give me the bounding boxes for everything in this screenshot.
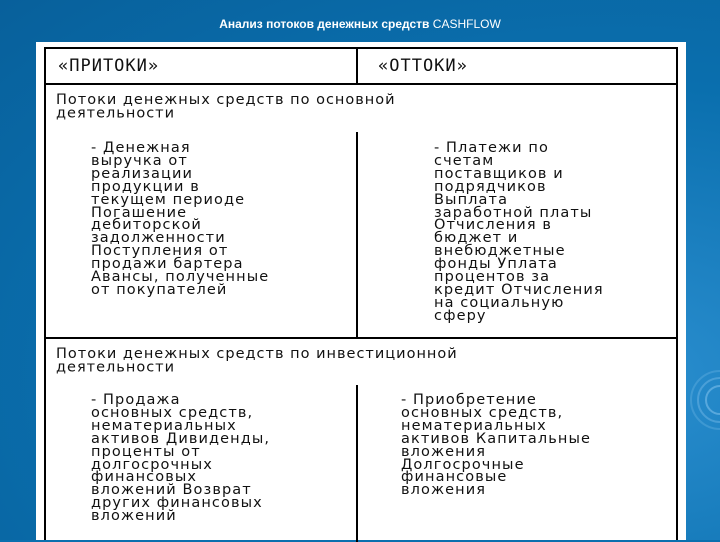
- list-item: сферу: [434, 307, 487, 324]
- list-item: дебиторской: [91, 217, 202, 234]
- document-sheet: [36, 42, 686, 540]
- list-item: выручка от: [91, 152, 188, 169]
- section-operating-outflows: [434, 142, 674, 323]
- list-item: финансовых: [91, 469, 198, 486]
- list-item: Поступления от: [91, 243, 229, 260]
- list-item: продажи бартера: [91, 256, 244, 273]
- list-item: от покупателей: [91, 281, 228, 298]
- header-inflows: «ПРИТОКИ»: [58, 56, 160, 76]
- cashflow-table: [44, 47, 678, 540]
- list-item: нематериальных: [401, 417, 547, 434]
- list-item: фонды Уплата: [434, 256, 558, 273]
- section-investing-title: [46, 342, 676, 380]
- section-investing-inflows: [91, 394, 351, 523]
- list-item: - Приобретение: [401, 392, 537, 408]
- list-item: кредит Отчисления: [434, 281, 604, 298]
- list-item: бюджет и: [434, 230, 519, 247]
- list-item: - Продажа: [91, 392, 181, 408]
- list-item: счетам: [434, 152, 495, 169]
- header-bottom-rule: [46, 83, 676, 85]
- list-item: - Денежная: [91, 140, 191, 156]
- section-operating-inflows: [91, 142, 351, 297]
- list-item: поставщиков и: [434, 165, 564, 182]
- list-item: проценты от: [91, 443, 201, 460]
- list-item: задолженности: [91, 230, 226, 247]
- list-item: финансовые: [401, 469, 508, 486]
- section-investing-title-line1: Потоки денежных средств по инвестиционной: [56, 346, 458, 362]
- section-investing-divider: [356, 385, 358, 542]
- list-item: - Платежи по: [434, 140, 549, 156]
- list-item: процентов за: [434, 269, 551, 286]
- list-item: долгосрочных: [91, 456, 213, 473]
- section-investing-outflows: [401, 394, 676, 497]
- list-item: Погашение: [91, 204, 188, 221]
- list-item: Авансы, полученные: [91, 269, 270, 286]
- list-item: основных средств,: [91, 404, 254, 421]
- list-item: заработной платы: [434, 204, 593, 221]
- list-item: Долгосрочные: [401, 456, 525, 473]
- list-item: подрядчиков: [434, 178, 547, 195]
- section-operating-title-line2: деятельности: [56, 106, 176, 122]
- list-item: активов Капитальные: [401, 430, 592, 447]
- list-item: вложения: [401, 482, 487, 499]
- section-operating-title: [46, 88, 676, 126]
- list-item: вложений: [91, 508, 177, 525]
- list-item: реализации: [91, 165, 194, 182]
- list-item: нематериальных: [91, 417, 237, 434]
- list-item: основных средств,: [401, 404, 564, 421]
- list-item: других финансовых: [91, 495, 263, 512]
- list-item: текущем периоде: [91, 191, 246, 208]
- section-investing-title-line2: деятельности: [56, 360, 176, 376]
- list-item: на социальную: [434, 294, 565, 311]
- header-divider: [356, 49, 358, 83]
- section-operating-title-line1: Потоки денежных средств по основной: [56, 92, 396, 108]
- slide-title-russian: Анализ потоков денежных средств: [219, 17, 430, 31]
- list-item: вложений Возврат: [91, 482, 252, 499]
- list-item: Выплата: [434, 191, 509, 208]
- list-item: вложения: [401, 443, 487, 460]
- slide-title: [0, 17, 720, 31]
- header-outflows: «ОТТОКИ»: [378, 56, 468, 76]
- slide-title-english: CASHFLOW: [432, 17, 501, 31]
- list-item: Отчисления в: [434, 217, 552, 234]
- section-operating-bottom-rule: [46, 337, 676, 339]
- section-operating-divider: [356, 132, 358, 337]
- list-item: внебюджетные: [434, 243, 566, 260]
- list-item: активов Дивиденды,: [91, 430, 271, 447]
- list-item: продукции в: [91, 178, 200, 195]
